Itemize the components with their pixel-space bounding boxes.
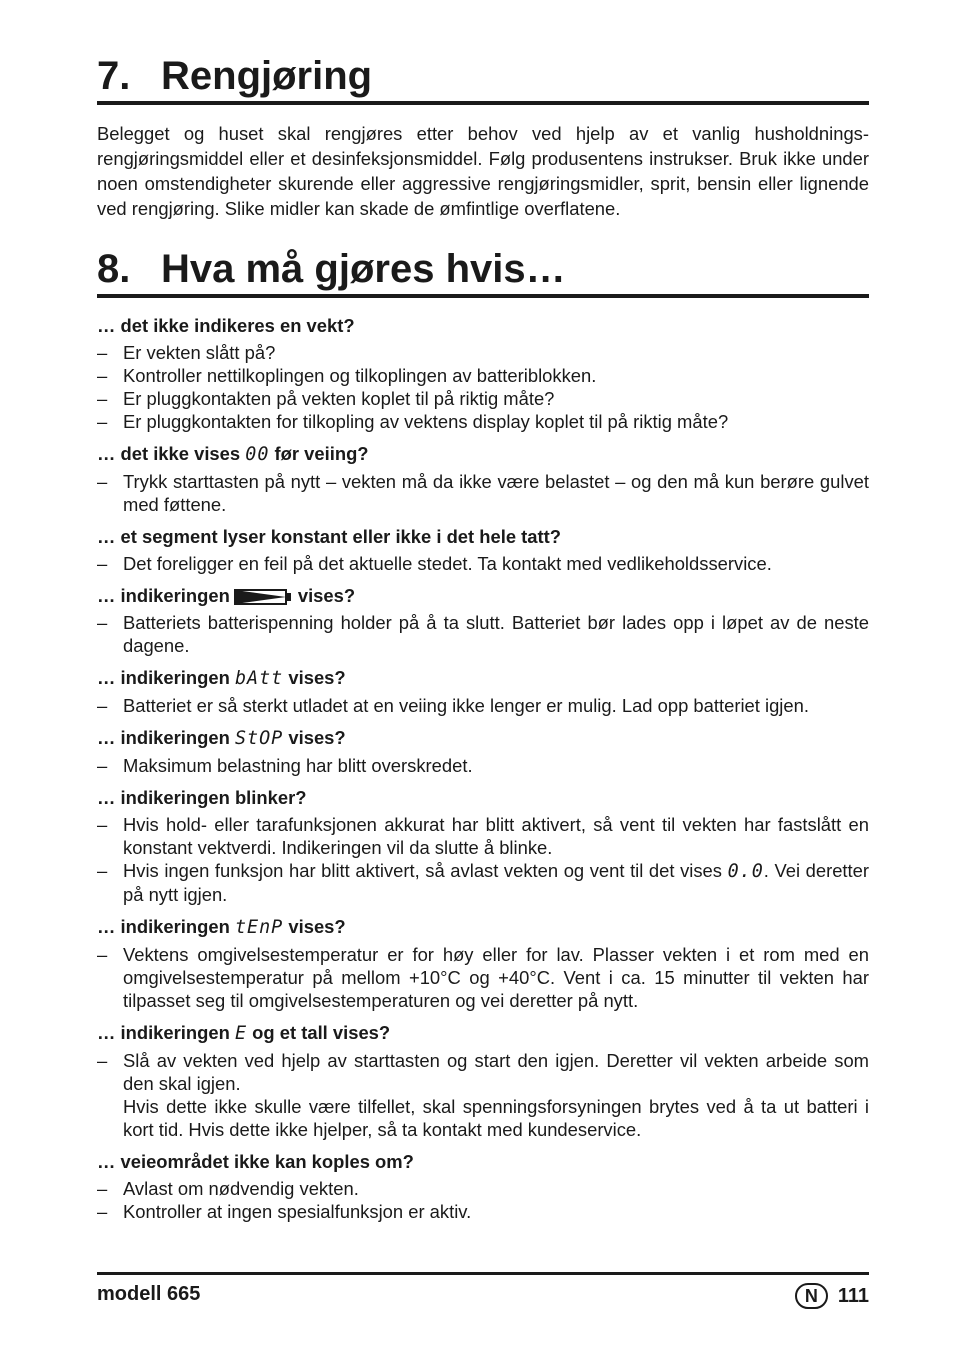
lcd-display-symbol: E xyxy=(234,1023,248,1044)
model-label: modell 665 xyxy=(97,1283,201,1305)
faq-item xyxy=(97,666,869,717)
page-number-box xyxy=(795,1283,869,1309)
bullet-dash: – xyxy=(97,411,108,432)
bullet-dash: – xyxy=(97,342,108,363)
bullet-dash: – xyxy=(97,814,108,835)
faq-item xyxy=(97,314,869,433)
lcd-display-symbol: 0.0 xyxy=(727,861,764,882)
troubleshooting-list xyxy=(97,314,869,1232)
faq-answer: – Kontroller at ingen spesialfunksjon er aktiv. xyxy=(97,1201,472,1222)
faq-item xyxy=(97,786,869,906)
faq-question: … indikeringen E og et tall vises? xyxy=(97,1022,391,1044)
section-title: Hva må gjøres hvis… xyxy=(161,247,566,291)
section-number: 7. xyxy=(97,54,131,98)
bullet-dash: – xyxy=(97,388,108,409)
faq-answer: – Er pluggkontakten på vekten koplet til på riktig måte? xyxy=(97,388,555,409)
bullet-dash: – xyxy=(97,755,108,776)
faq-question: … det ikke vises 00 før veiing? xyxy=(97,443,369,465)
faq-answer: – Hvis ingen funksjon har blitt aktivert, så avlast vekten og vent til det vises 0.0. Vei deretter på nytt igjen. xyxy=(97,860,869,905)
faq-question: … indikeringen blinker? xyxy=(97,787,307,808)
faq-answer: – Slå av vekten ved hjelp av starttasten og start den igjen. Deretter vil vekten arbeide som den skal igjen. Hvis dette ikke skulle være tilfellet, skal spenningsforsyningen brytes ved å ta ut batteri i kort tid. Hvis dette ikke hjelper, så ta kontakt med kundeservice. xyxy=(97,1050,869,1140)
faq-answer: – Avlast om nødvendig vekten. xyxy=(97,1178,359,1199)
section-title: Rengjøring xyxy=(161,54,373,98)
faq-question: … veieområdet ikke kan koples om? xyxy=(97,1151,414,1172)
language-badge: N xyxy=(795,1283,828,1309)
page-number: 111 xyxy=(837,1284,869,1307)
faq-answer: – Maksimum belastning har blitt overskredet. xyxy=(97,755,473,776)
lcd-display-symbol: bAtt xyxy=(234,668,284,689)
faq-answer: – Trykk starttasten på nytt – vekten må da ikke være belastet – og den må kun berøre gulvet med føttene. xyxy=(97,471,869,515)
faq-answer: – Batteriet er så sterkt utladet at en veiing ikke lenger er mulig. Lad opp batteriet igjen. xyxy=(97,695,809,716)
lcd-display-symbol: 00 xyxy=(245,444,270,465)
faq-answer: – Er pluggkontakten for tilkopling av vektens display koplet til på riktig måte? xyxy=(97,411,729,432)
lcd-display-symbol: StOP xyxy=(234,728,284,749)
faq-item xyxy=(97,1021,869,1141)
section-number: 8. xyxy=(97,247,131,291)
section-8-heading xyxy=(97,246,869,298)
faq-question: … indikeringen bAtt vises? xyxy=(97,667,346,689)
faq-item xyxy=(97,442,869,516)
faq-item xyxy=(97,525,869,575)
lcd-display-symbol: tEnP xyxy=(234,917,284,938)
bullet-dash: – xyxy=(97,1178,108,1199)
bullet-dash: – xyxy=(97,471,108,492)
faq-item xyxy=(97,915,869,1012)
bullet-dash: – xyxy=(97,365,108,386)
faq-answer: – Er vekten slått på? xyxy=(97,342,276,363)
bullet-dash: – xyxy=(97,612,108,633)
bullet-dash: – xyxy=(97,944,108,965)
faq-item xyxy=(97,584,869,657)
faq-question: … indikeringen StOP vises? xyxy=(97,727,346,749)
cleaning-paragraph: Belegget og huset skal rengjøres etter behov ved hjelp av et vanlig husholdnings-rengjøringsmiddel eller et desinfeksjonsmiddel. Følg produsentens instrukser. Bruk ikke under noen omstendigheter skurende eller aggressive rengjøringsmidler, sprit, bensin eller lignende ved rengjøring. Slike midler kan skade de ømfintlige overflatene. xyxy=(97,123,869,219)
faq-question: … indikeringen vises? xyxy=(97,585,356,606)
bullet-dash: – xyxy=(97,695,108,716)
faq-answer: – Kontroller nettilkoplingen og tilkoplingen av batteriblokken. xyxy=(97,365,597,386)
faq-question: … det ikke indikeres en vekt? xyxy=(97,315,355,336)
faq-answer: – Batteriets batterispenning holder på å ta slutt. Batteriet bør lades opp i løpet av de neste dagene. xyxy=(97,612,869,656)
faq-question: … et segment lyser konstant eller ikke i det hele tatt? xyxy=(97,526,562,547)
faq-answer: – Det foreligger en feil på det aktuelle stedet. Ta kontakt med vedlikeholdsservice. xyxy=(97,553,772,574)
bullet-dash: – xyxy=(97,860,108,881)
bullet-dash: – xyxy=(97,553,108,574)
section-7-heading xyxy=(97,53,869,105)
faq-item xyxy=(97,726,869,777)
bullet-dash: – xyxy=(97,1050,108,1071)
faq-question: … indikeringen tEnP vises? xyxy=(97,916,346,938)
faq-answer: – Vektens omgivelsestemperatur er for høy eller for lav. Plasser vekten i et rom med en omgivelsestemperatur på mellom +10°C og +40°C. Vent i ca. 15 minutter til vekten har tilpasset seg til omgivelsestemperaturen og vei deretter på nytt. xyxy=(97,944,869,1011)
faq-item xyxy=(97,1150,869,1223)
faq-answer: – Hvis hold- eller tarafunksjonen akkurat har blitt aktivert, så vent til vekten har fastslått en konstant vektverdi. Indikeringen vil da slutte å blinke. xyxy=(97,814,869,858)
bullet-dash: – xyxy=(97,1201,108,1222)
low-battery-icon xyxy=(234,589,292,605)
page-footer xyxy=(97,1272,869,1307)
